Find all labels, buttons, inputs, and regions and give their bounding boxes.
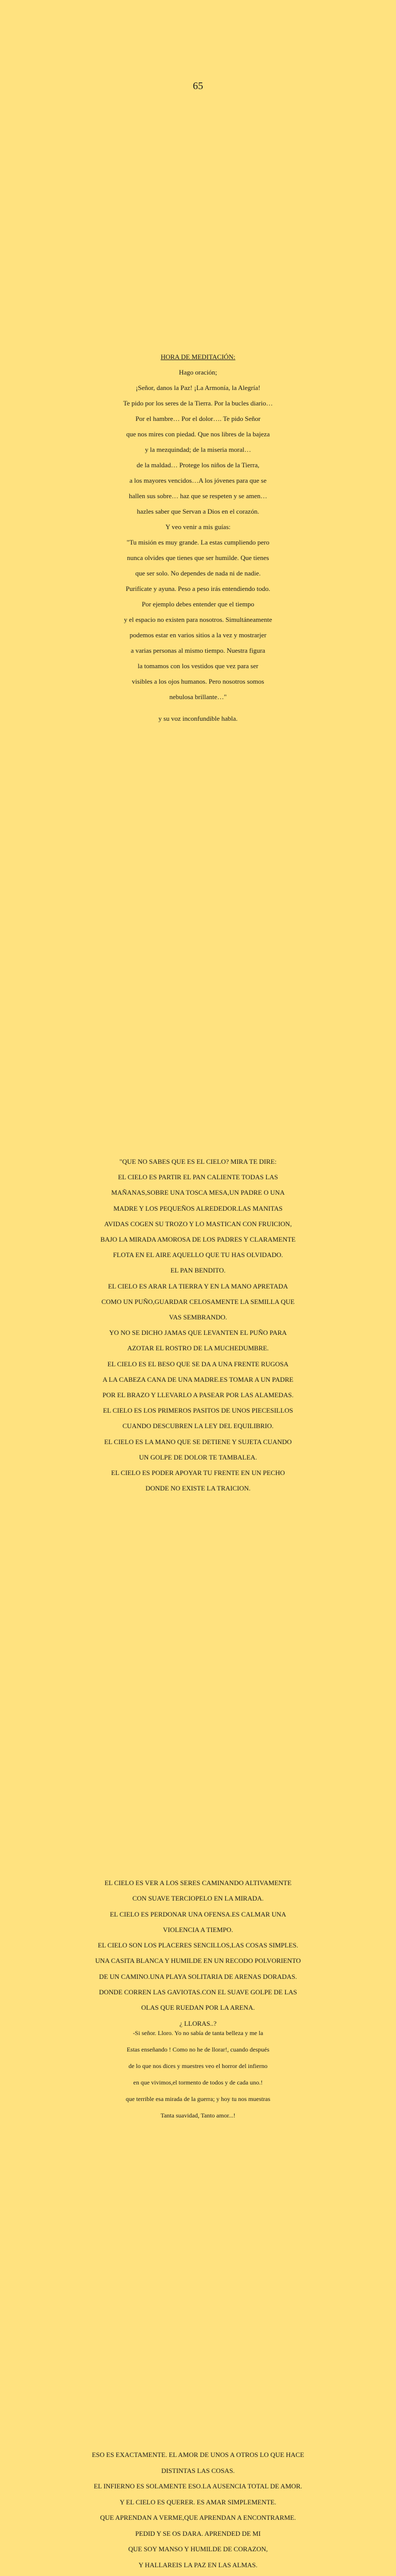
text-line: OLAS QUE RUEDAN POR LA ARENA. — [141, 2004, 255, 2012]
text-line: EL CIELO ES LA MANO QUE SE DETIENE Y SUJETA CUANDO — [104, 1437, 292, 1446]
text-line: a los mayores vencidos…A los jóvenes para que se — [129, 477, 267, 484]
text-line: QUE APRENDAN A VERME,QUE APRENDAN A ENCONTRARME. — [100, 2514, 296, 2521]
text-line: y el espacio no existen para nosotros. Simultáneamente — [124, 616, 272, 623]
text-line: Y EL CIELO ES QUERER. ES AMAR SIMPLEMENTE. — [120, 2498, 276, 2506]
text-line: hallen sus sobre… haz que se respeten y se amen… — [128, 492, 268, 500]
text-line: de la maldad… Protege los niños de la Tierra, — [137, 461, 259, 469]
text-line: "QUE NO SABES QUE ES EL CIELO? MIRA TE DIRE: — [119, 1158, 277, 1165]
text-line: visibles a los ojos humanos. Pero nosotros somos — [131, 677, 265, 685]
text-line: de lo que nos dices y muestres veo el horror del infierno — [128, 2062, 268, 2070]
text-line: YO NO SE DICHO JAMAS QUE LEVANTEN EL PUÑO PARA — [109, 1329, 287, 1337]
text-line: MAÑANAS,SOBRE UNA TOSCA MESA,UN PADRE O UNA — [111, 1189, 285, 1197]
text-line: COMO UN PUÑO,GUARDAR CELOSAMENTE LA SEMILLA QUE — [101, 1297, 295, 1306]
text-line: ¡Señor, danos la Paz! ¡La Armonía, la Alegría! — [136, 384, 260, 392]
text-line: DONDE CORREN LAS GAVIOTAS.CON EL SUAVE GOLPE DE LAS — [98, 1988, 298, 1996]
text-line: la tomamos con los vestidos que vez para ser — [138, 662, 258, 670]
text-line: Y veo venir a mis guías: — [165, 523, 231, 531]
text-line: EL CIELO SON LOS PLACERES SENCILLOS,LAS COSAS SIMPLES. — [97, 1941, 299, 1950]
text-line: Por el hambre… Por el dolor…. Te pido Señor — [135, 415, 261, 422]
sollozo-section — [0, 2025, 396, 2124]
text-line: EL CIELO ES VER A LOS SERES CAMINANDO ALTIVAMENTE — [104, 1879, 292, 1887]
text-line: MADRE Y LOS PEQUEÑOS ALREDEDOR.LAS MANITAS — [113, 1204, 283, 1212]
text-line: que terrible esa mirada de la guerra; y hoy tu nos muestras — [125, 2095, 271, 2103]
text-line: EL INFIERNO ES SOLAMENTE ESO.LA AUSENCIA TOTAL DE AMOR. — [93, 2482, 303, 2490]
text-line: en que vivimos,el tormento de todos y de cada uno.! — [133, 2079, 263, 2086]
text-line: DISTINTAS LAS COSAS. — [161, 2466, 235, 2475]
closing-line: y su voz inconfundible habla. — [158, 715, 238, 722]
text-line: CON SUAVE TERCIOPELO EN LA MIRADA. — [132, 1894, 264, 1903]
text-line: Y HALLAREIS LA PAZ EN LAS ALMAS. — [138, 2561, 258, 2569]
text-line: UNA CASITA BLANCA Y HUMILDE EN UN RECODO POLVORIENTO — [95, 1957, 301, 1965]
seres-section — [0, 1875, 396, 2031]
text-line: PEDID Y SE OS DARA. APRENDED DE MI — [135, 2529, 261, 2537]
page-number: 65 — [193, 80, 203, 92]
section-heading: HORA DE MEDITACIÓN: — [160, 353, 236, 361]
text-line: nunca olvides que tienes que ser humilde. Que tienes — [127, 554, 269, 562]
text-line — [0, 2573, 396, 2576]
text-line: DONDE NO EXISTE LA TRAICION. — [145, 1484, 251, 1493]
text-line: EL CIELO ES ARAR LA TIERRA Y EN LA MANO APRETADA — [108, 1282, 288, 1290]
text-line: Hago oración; — [178, 368, 217, 376]
text-line: Tanta suavidad, Tanto amor...! — [160, 2112, 236, 2119]
text-line: UN GOLPE DE DOLOR TE TAMBALEA. — [139, 1453, 257, 1461]
text-line: y la mezquindad; de la miseria moral… — [145, 446, 251, 453]
text-line: CUANDO DESCUBREN LA LEY DEL EQUILIBRIO. — [122, 1422, 274, 1430]
text-line: "Tu misión es muy grande. La estas cumpliendo pero — [126, 538, 270, 546]
text-line: Por ejemplo debes entender que el tiempo — [141, 600, 255, 608]
text-line: hazles saber que Servan a Dios en el corazón. — [137, 507, 259, 515]
text-line: ¿ LLORAS..? — [179, 2019, 217, 2027]
text-line: A LA CABEZA CANA DE UNA MADRE.ES TOMAR A UN PADRE — [103, 1375, 293, 1383]
text-line: ESO ES EXACTAMENTE. EL AMOR DE UNOS A OTROS LO QUE HACE — [92, 2451, 304, 2459]
text-line: Purifícate y ayuna. Peso a peso irás entendiendo todo. — [125, 585, 271, 592]
text-line: -Si señor. Lloro. Yo no sabía de tanta belleza y me la — [133, 2029, 263, 2037]
infierno-section — [0, 2447, 396, 2576]
text-line: EL CIELO ES LOS PRIMEROS PASITOS DE UNOS PIECESILLOS — [103, 1406, 293, 1415]
text-line: EL PAN BENDITO. — [170, 1266, 226, 1275]
meditation-section — [0, 349, 396, 726]
text-line: QUE SOY MANSO Y HUMILDE DE CORAZON, — [128, 2545, 268, 2553]
text-line: AVIDAS COGEN SU TROZO Y LO MASTICAN CON FRUICION, — [104, 1219, 292, 1228]
text-line: DE UN CAMINO.UNA PLAYA SOLITARIA DE ARENAS DORADAS. — [99, 1972, 297, 1980]
text-line: EL CIELO ES EL BESO QUE SE DA A UNA FRENTE RUGOSA — [107, 1360, 289, 1368]
text-line: que nos mires con piedad. Que nos libres de la bajeza — [126, 430, 270, 438]
text-line: a varias personas al mismo tiempo. Nuestra figura — [130, 647, 266, 654]
text-line: POR EL BRAZO Y LLEVARLO A PASEAR POR LAS ALAMEDAS. — [102, 1391, 294, 1399]
text-line: AZOTAR EL ROSTRO DE LA MUCHEDUMBRE. — [127, 1344, 269, 1352]
text-line: VIOLENCIA A TIEMPO. — [163, 1925, 233, 1934]
text-line: nebulosa brillante…" — [169, 693, 227, 701]
text-line: EL CIELO ES PARTIR EL PAN CALIENTE TODAS LAS — [118, 1173, 278, 1181]
text-line: Te pido por los seres de la Tierra. Por la bucles diario… — [123, 399, 273, 407]
text-line: Estas enseñando ! Como no he de llorar!, cuando después — [126, 2046, 270, 2053]
cielo-section — [0, 1154, 396, 1496]
text-line: EL CIELO ES PERDONAR UNA OFENSA.ES CALMAR UNA — [110, 1910, 286, 1918]
text-line: EL CIELO ES PODER APOYAR TU FRENTE EN UN PECHO — [111, 1469, 285, 1477]
text-line: FLOTA EN EL AIRE AQUELLO QUE TU HAS OLVIDADO. — [113, 1251, 283, 1259]
text-line: que ser solo. No dependes de nada ni de nadie. — [135, 569, 261, 577]
text-line: VAS SEMBRANDO. — [169, 1313, 227, 1321]
text-line: BAJO LA MIRADA AMOROSA DE LOS PADRES Y CLARAMENTE — [100, 1235, 296, 1244]
text-line: podemos estar en varios sitios a la vez y mostrarjer — [129, 631, 267, 639]
